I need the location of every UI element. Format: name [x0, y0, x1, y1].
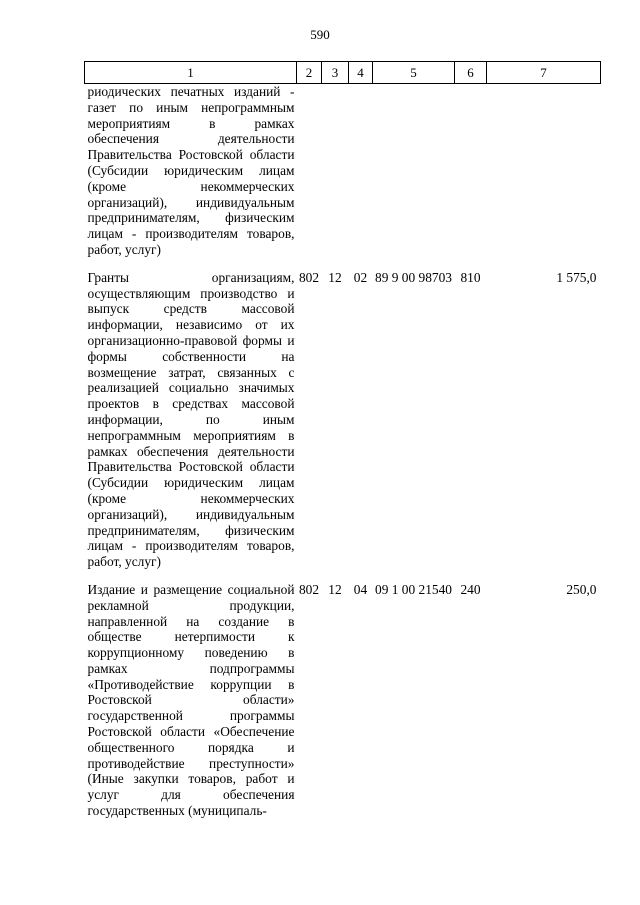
code-subsection [349, 84, 373, 270]
row-description: риодических печатных изданий - газет по иным непрограммным мероприятиям в рамках обеспечения деятельности Правительства Ростовской области (Субсидии юридическим лицам (кроме некоммерческих организаций), индивидуальным предпринимателям, физическим лицам - производителям товаров, работ, услуг) [87, 84, 295, 257]
code-ministry: 802 [298, 269, 320, 285]
row-description: Гранты организациям, осуществляющим производство и выпуск средств массовой информации, независимо от их организационно-правовой формы и формы собственности на возмещение затрат, связанных с реализацией социально значимых проектов в средствах массовой информации, по иным непрограммным мероприятиям в рамках обеспечения деятельности Правительства Ростовской области (Субсидии юридическим лицам (кроме некоммерческих организаций), индивидуальным предпринимателям, физическим лицам - производителям товаров, работ, услуг) [87, 269, 295, 570]
code-section: 12 [328, 269, 342, 285]
code-section: 12 [328, 581, 342, 597]
code-ministry: 802 [298, 581, 320, 597]
code-section [322, 84, 349, 270]
table-row [85, 270, 601, 582]
page-number: 590 [310, 27, 330, 42]
code-target-article: 09 1 00 21540 [375, 581, 452, 597]
column-header: 5 [373, 62, 455, 84]
code-target-article: 89 9 00 98703 [375, 269, 452, 285]
amount: 1 575,0 [556, 269, 597, 285]
table-row [85, 582, 601, 831]
column-header: 2 [297, 62, 322, 84]
column-header: 1 [85, 62, 297, 84]
code-expense-type: 810 [460, 269, 481, 285]
amount [487, 84, 601, 270]
code-expense-type: 240 [460, 581, 481, 597]
table-header-row [85, 62, 601, 84]
column-header: 7 [487, 62, 601, 84]
amount: 250,0 [566, 581, 597, 597]
code-expense-type [455, 84, 487, 270]
code-ministry [297, 84, 322, 270]
row-description: Издание и размещение социальной рекламной продукции, направленной на создание в обществе нетерпимости к коррупционному поведению в рамках подпрограммы «Противодействие коррупции в Ростовской области» государственной программы Ростовской области «Обеспечение общественного порядка и противодействие преступности» (Иные закупки товаров, работ и услуг для обеспечения государственных (муниципаль- [87, 581, 295, 819]
column-header: 4 [349, 62, 373, 84]
column-header: 3 [322, 62, 349, 84]
code-target-article [373, 84, 455, 270]
code-subsection: 02 [353, 269, 368, 285]
code-subsection: 04 [353, 581, 368, 597]
budget-table [84, 61, 601, 831]
table-row [85, 84, 601, 270]
column-header: 6 [455, 62, 487, 84]
